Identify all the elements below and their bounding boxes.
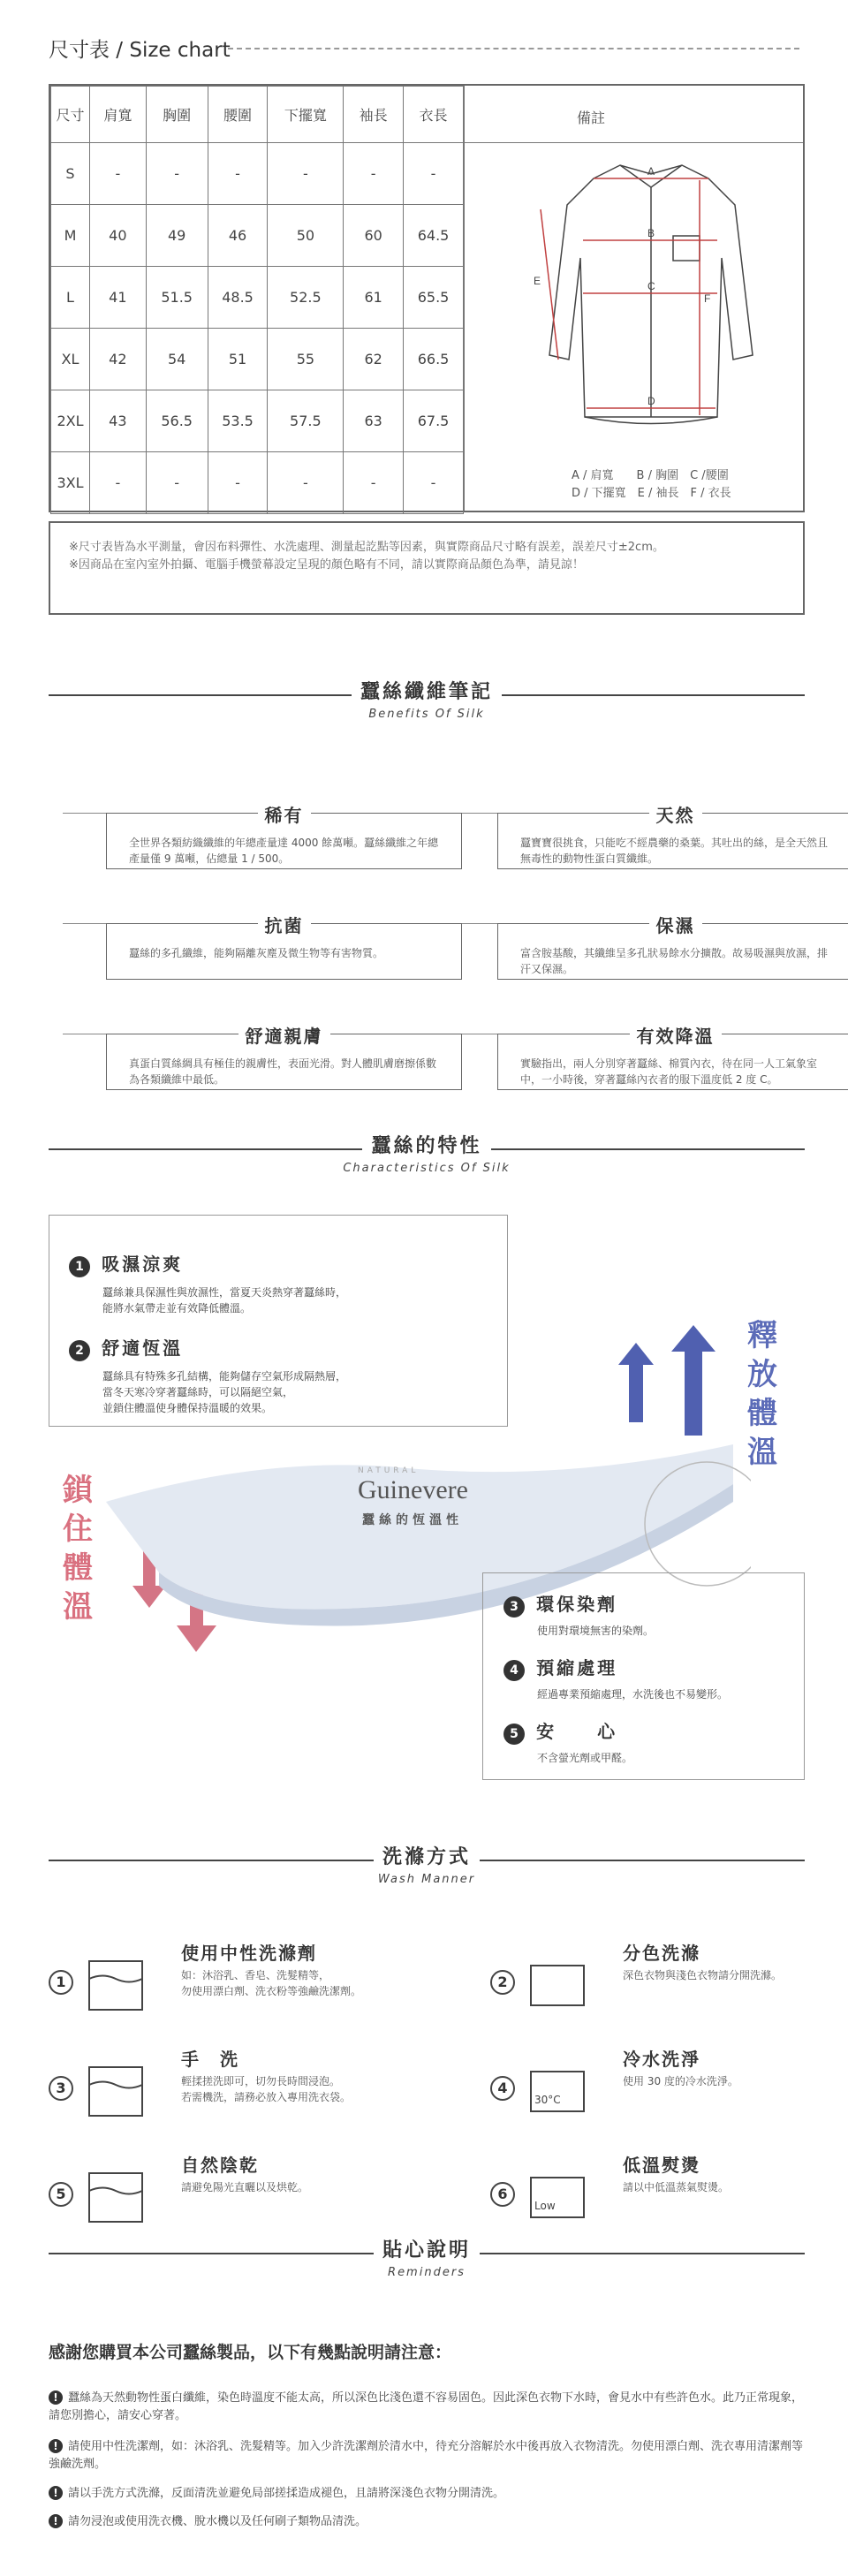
wash-item <box>490 2045 817 2133</box>
reminders-intro: 感謝您購買本公司蠶絲製品，以下有幾點說明請注意： <box>49 2343 452 2362</box>
section-title: 蠶絲的特性 <box>362 1131 490 1158</box>
table-cell: - <box>344 452 404 514</box>
table-divider <box>464 86 465 511</box>
feature-5 <box>504 1717 632 1766</box>
wash-desc: 請以中低溫蒸氣熨燙。 <box>623 2181 730 2193</box>
table-cell: L <box>51 267 90 329</box>
column-header: 肩寬 <box>89 87 146 143</box>
wash-title: 使用中性洗滌劑 <box>181 1943 317 1964</box>
table-cell: - <box>268 143 344 205</box>
diagram-letter-d: D <box>647 395 655 407</box>
wash-item <box>49 2045 375 2133</box>
feature-title: 舒適恆溫 <box>102 1337 184 1359</box>
benefit-card <box>106 915 462 980</box>
table-cell: 52.5 <box>268 267 344 329</box>
table-row <box>51 390 464 452</box>
section-subtitle: Wash Manner <box>377 1873 476 1886</box>
table-cell: - <box>268 452 344 514</box>
feature-title: 安 心 <box>536 1721 618 1742</box>
benefit-label: 稀有 <box>107 801 461 827</box>
reminder-text: 請使用中性洗潔劑，如：沐浴乳、洗髮精等。加入少許洗潔劑於清水中，待充分溶解於水中後再放入衣物清洗。勿使用漂白劑、洗衣專用清潔劑等強鹼洗劑。 <box>49 2440 804 2471</box>
icon-label: Low <box>534 2200 556 2212</box>
benefit-card <box>497 915 848 980</box>
wash-title: 冷水洗淨 <box>623 2049 700 2070</box>
icon-label: 30°C <box>534 2094 561 2106</box>
reminder-item <box>49 2390 808 2425</box>
feature-title: 環保染劑 <box>536 1594 618 1615</box>
note-line: ※因商品在室內室外拍攝、電腦手機螢幕設定呈現的顏色略有不同，請以實際商品顏色為準，請見諒！ <box>69 558 584 572</box>
benefit-label: 舒適親膚 <box>107 1022 461 1048</box>
up-arrow-icon <box>671 1325 716 1436</box>
column-header: 尺寸 <box>51 87 90 143</box>
brand-logo: Guinevere <box>358 1475 468 1504</box>
legend-line: A / 肩寬 B / 胸圍 C /腰圍 <box>572 469 729 482</box>
brand-subtitle: 蠶絲的恆溫性 <box>362 1513 463 1527</box>
column-header: 衣長 <box>404 87 464 143</box>
table-cell: 55 <box>268 329 344 390</box>
table-cell: 51 <box>208 329 268 390</box>
benefit-text: 富含胺基酸，其纖維呈多孔狀易餘水分擴散。故易吸濕與放濕，排汗又保濕。 <box>520 947 829 975</box>
table-cell: - <box>404 143 464 205</box>
reminder-text: 請以手洗方式洗滌，反面清洗並避免局部搓揉造成褪色，且請將深淺色衣物分開清洗。 <box>68 2487 505 2500</box>
table-cell: 3XL <box>51 452 90 514</box>
table-cell: M <box>51 205 90 267</box>
feature-desc: 使用對環境無害的染劑。 <box>537 1625 655 1637</box>
size-table <box>49 84 805 512</box>
table-cell: - <box>208 452 268 514</box>
alert-icon: ! <box>49 2439 63 2453</box>
release-heat-label: 釋放體溫 <box>747 1318 777 1470</box>
title-divider <box>228 48 799 49</box>
feature-title: 吸濕涼爽 <box>102 1254 184 1275</box>
table-cell: 56.5 <box>146 390 208 452</box>
feature-desc: 經過專業預縮處理，水洗後也不易變形。 <box>537 1688 729 1701</box>
wash-desc: 如：沐浴乳、香皂、洗髮精等， 勿使用漂白劑、洗衣粉等強鹼洗潔劑。 <box>181 1969 362 1997</box>
column-header: 下擺寬 <box>268 87 344 143</box>
table-cell: S <box>51 143 90 205</box>
benefit-card <box>497 1026 848 1090</box>
wash-item <box>490 2151 817 2239</box>
benefit-card <box>497 805 848 869</box>
section-subtitle: Characteristics Of Silk <box>343 1162 511 1175</box>
lock-heat-label: 鎖住體溫 <box>63 1473 93 1625</box>
column-header: 腰圍 <box>208 87 268 143</box>
section-subtitle: Benefits Of Silk <box>368 708 485 721</box>
table-cell: 66.5 <box>404 329 464 390</box>
feature-2 <box>69 1334 346 1416</box>
diagram-letter-c: C <box>647 280 655 292</box>
feature-number: 1 <box>69 1256 90 1277</box>
wash-icon <box>82 2160 153 2231</box>
size-notes <box>69 539 664 574</box>
wash-icon <box>524 2054 594 2125</box>
step-number: 4 <box>490 2076 515 2101</box>
table-cell: 65.5 <box>404 267 464 329</box>
wash-desc: 使用 30 度的冷水洗淨。 <box>623 2075 738 2087</box>
diagram-letter-e: E <box>534 275 541 287</box>
note-line: ※尺寸表皆為水平測量，會因布料彈性、水洗處理、測量起訖點等因素，與實際商品尺寸略有誤差，誤差尺寸±2cm。 <box>69 541 664 554</box>
note-header: 備註 <box>577 110 606 126</box>
section-title: 蠶絲纖維筆記 <box>352 677 502 704</box>
table-cell: - <box>89 452 146 514</box>
diagram-letter-a: A <box>647 165 655 178</box>
characteristics-heading <box>49 1131 805 1175</box>
table-cell: - <box>404 452 464 514</box>
table-cell: - <box>344 143 404 205</box>
wash-desc: 深色衣物與淺色衣物請分開洗滌。 <box>623 1969 783 1981</box>
wash-item <box>49 1939 375 2027</box>
table-cell: 41 <box>89 267 146 329</box>
diagram-letter-f: F <box>704 292 711 305</box>
table-cell: 46 <box>208 205 268 267</box>
feature-3 <box>504 1590 654 1639</box>
table-cell: 64.5 <box>404 205 464 267</box>
step-number: 3 <box>49 2076 73 2101</box>
wash-icon <box>524 1948 594 2019</box>
section-title: 洗滌方式 <box>374 1842 480 1869</box>
feature-4 <box>504 1654 728 1702</box>
feature-number: 2 <box>69 1340 90 1361</box>
reminder-text: 請勿浸泡或使用洗衣機、脫水機以及任何刷子類物品清洗。 <box>68 2515 367 2528</box>
reminders-heading <box>49 2235 805 2279</box>
feature-number: 3 <box>504 1596 525 1618</box>
wash-desc: 輕揉搓洗即可，切勿長時間浸泡。 若需機洗，請務必放入專用洗衣袋。 <box>181 2075 352 2103</box>
benefit-label: 抗菌 <box>107 912 461 937</box>
column-header: 袖長 <box>344 87 404 143</box>
table-cell: 62 <box>344 329 404 390</box>
reminder-item <box>49 2513 808 2531</box>
section-subtitle: Reminders <box>388 2266 466 2279</box>
feature-desc: 蠶絲具有特殊多孔結構，能夠儲存空氣形成隔熱層， 當冬天寒冷穿著蠶絲時，可以隔絕空氣， 並鎖住體溫使身體保持溫暖的效果。 <box>102 1370 347 1414</box>
table-cell: 40 <box>89 205 146 267</box>
reminder-item <box>49 2485 808 2503</box>
table-row <box>51 452 464 514</box>
benefit-text: 實驗指出，兩人分別穿著蠶絲、棉質內衣，待在同一人工氣象室中，一小時後，穿著蠶絲內衣者的服下溫度低 2 度 C。 <box>520 1057 818 1086</box>
feature-title: 預縮處理 <box>536 1657 618 1678</box>
wash-item <box>490 1939 817 2027</box>
section-title: 貼心說明 <box>374 2235 480 2262</box>
benefit-text: 蠶寶寶很挑食，只能吃不經農藥的桑葉。其吐出的絲，是全天然且無毒性的動物性蛋白質纖維。 <box>520 837 829 865</box>
feature-desc: 蠶絲兼具保濕性與放濕性，當夏天炎熱穿著蠶絲時， 能將水氣帶走並有效降低體溫。 <box>102 1286 347 1315</box>
table-cell: 50 <box>268 205 344 267</box>
table-cell: 43 <box>89 390 146 452</box>
size-grid <box>50 86 464 514</box>
step-number: 1 <box>49 1970 73 1995</box>
table-divider <box>464 142 803 143</box>
table-cell: 61 <box>344 267 404 329</box>
wash-icon <box>82 1948 153 2019</box>
legend-line: D / 下擺寬 E / 袖長 F / 衣長 <box>572 487 731 500</box>
benefit-card <box>106 1026 462 1090</box>
table-cell: 51.5 <box>146 267 208 329</box>
step-number: 5 <box>49 2182 73 2207</box>
wash-title: 自然陰乾 <box>181 2155 259 2176</box>
alert-icon: ! <box>49 2390 63 2405</box>
wash-title: 手 洗 <box>181 2049 239 2070</box>
table-cell: 53.5 <box>208 390 268 452</box>
table-cell: - <box>146 452 208 514</box>
wash-item <box>49 2151 375 2239</box>
column-header: 胸圍 <box>146 87 208 143</box>
brand-tag: NATURAL <box>358 1466 420 1475</box>
reminder-text: 蠶絲為天然動物性蛋白纖維，染色時溫度不能太高，所以深色比淺色還不容易固色。因此深色衣物下水時，會見水中有些許色水。此乃正常現象，請您別擔心，請安心穿著。 <box>49 2391 804 2422</box>
wash-desc: 請避免陽光直曬以及烘乾。 <box>181 2181 309 2193</box>
table-cell: 57.5 <box>268 390 344 452</box>
benefits-heading <box>49 677 805 721</box>
table-row <box>51 329 464 390</box>
feature-1 <box>69 1250 346 1316</box>
table-cell: 63 <box>344 390 404 452</box>
shirt-diagram <box>532 152 770 435</box>
diagram-legend <box>572 467 731 503</box>
size-chart-title: 尺寸表 / Size chart <box>49 39 231 62</box>
table-cell: - <box>146 143 208 205</box>
benefit-text: 蠶絲的多孔纖維，能夠隔離灰塵及微生物等有害物質。 <box>129 947 384 959</box>
table-row <box>51 205 464 267</box>
table-row <box>51 267 464 329</box>
wash-icon <box>82 2054 153 2125</box>
alert-icon: ! <box>49 2514 63 2528</box>
wash-icon <box>524 2160 594 2231</box>
feature-number: 4 <box>504 1660 525 1681</box>
benefit-text: 全世界各類紡織纖維的年總產量達 4000 餘萬噸。蠶絲纖維之年總產量僅 9 萬噸，佔總量 1 / 500。 <box>129 837 439 865</box>
table-cell: 2XL <box>51 390 90 452</box>
feature-desc: 不含螢光劑或甲醛。 <box>537 1752 633 1764</box>
wash-title: 低溫熨燙 <box>623 2155 700 2176</box>
wash-heading <box>49 1842 805 1886</box>
benefit-card <box>106 805 462 869</box>
table-cell: - <box>89 143 146 205</box>
table-cell: 60 <box>344 205 404 267</box>
table-cell: - <box>208 143 268 205</box>
table-cell: 67.5 <box>404 390 464 452</box>
table-row <box>51 143 464 205</box>
benefit-label: 有效降溫 <box>498 1022 848 1048</box>
benefit-label: 保濕 <box>498 912 848 937</box>
reminder-item <box>49 2438 808 2474</box>
wash-title: 分色洗滌 <box>623 1943 700 1964</box>
step-number: 2 <box>490 1970 515 1995</box>
table-cell: 54 <box>146 329 208 390</box>
benefit-label: 天然 <box>498 801 848 827</box>
table-cell: 49 <box>146 205 208 267</box>
alert-icon: ! <box>49 2486 63 2500</box>
table-cell: XL <box>51 329 90 390</box>
diagram-letter-b: B <box>647 227 655 239</box>
table-cell: 48.5 <box>208 267 268 329</box>
benefit-text: 真蛋白質絲綢具有極佳的親膚性，表面光滑。對人體肌膚磨擦係數為各類纖維中最低。 <box>129 1057 437 1086</box>
step-number: 6 <box>490 2182 515 2207</box>
up-arrow-icon <box>618 1343 654 1422</box>
table-cell: 42 <box>89 329 146 390</box>
feature-number: 5 <box>504 1724 525 1745</box>
